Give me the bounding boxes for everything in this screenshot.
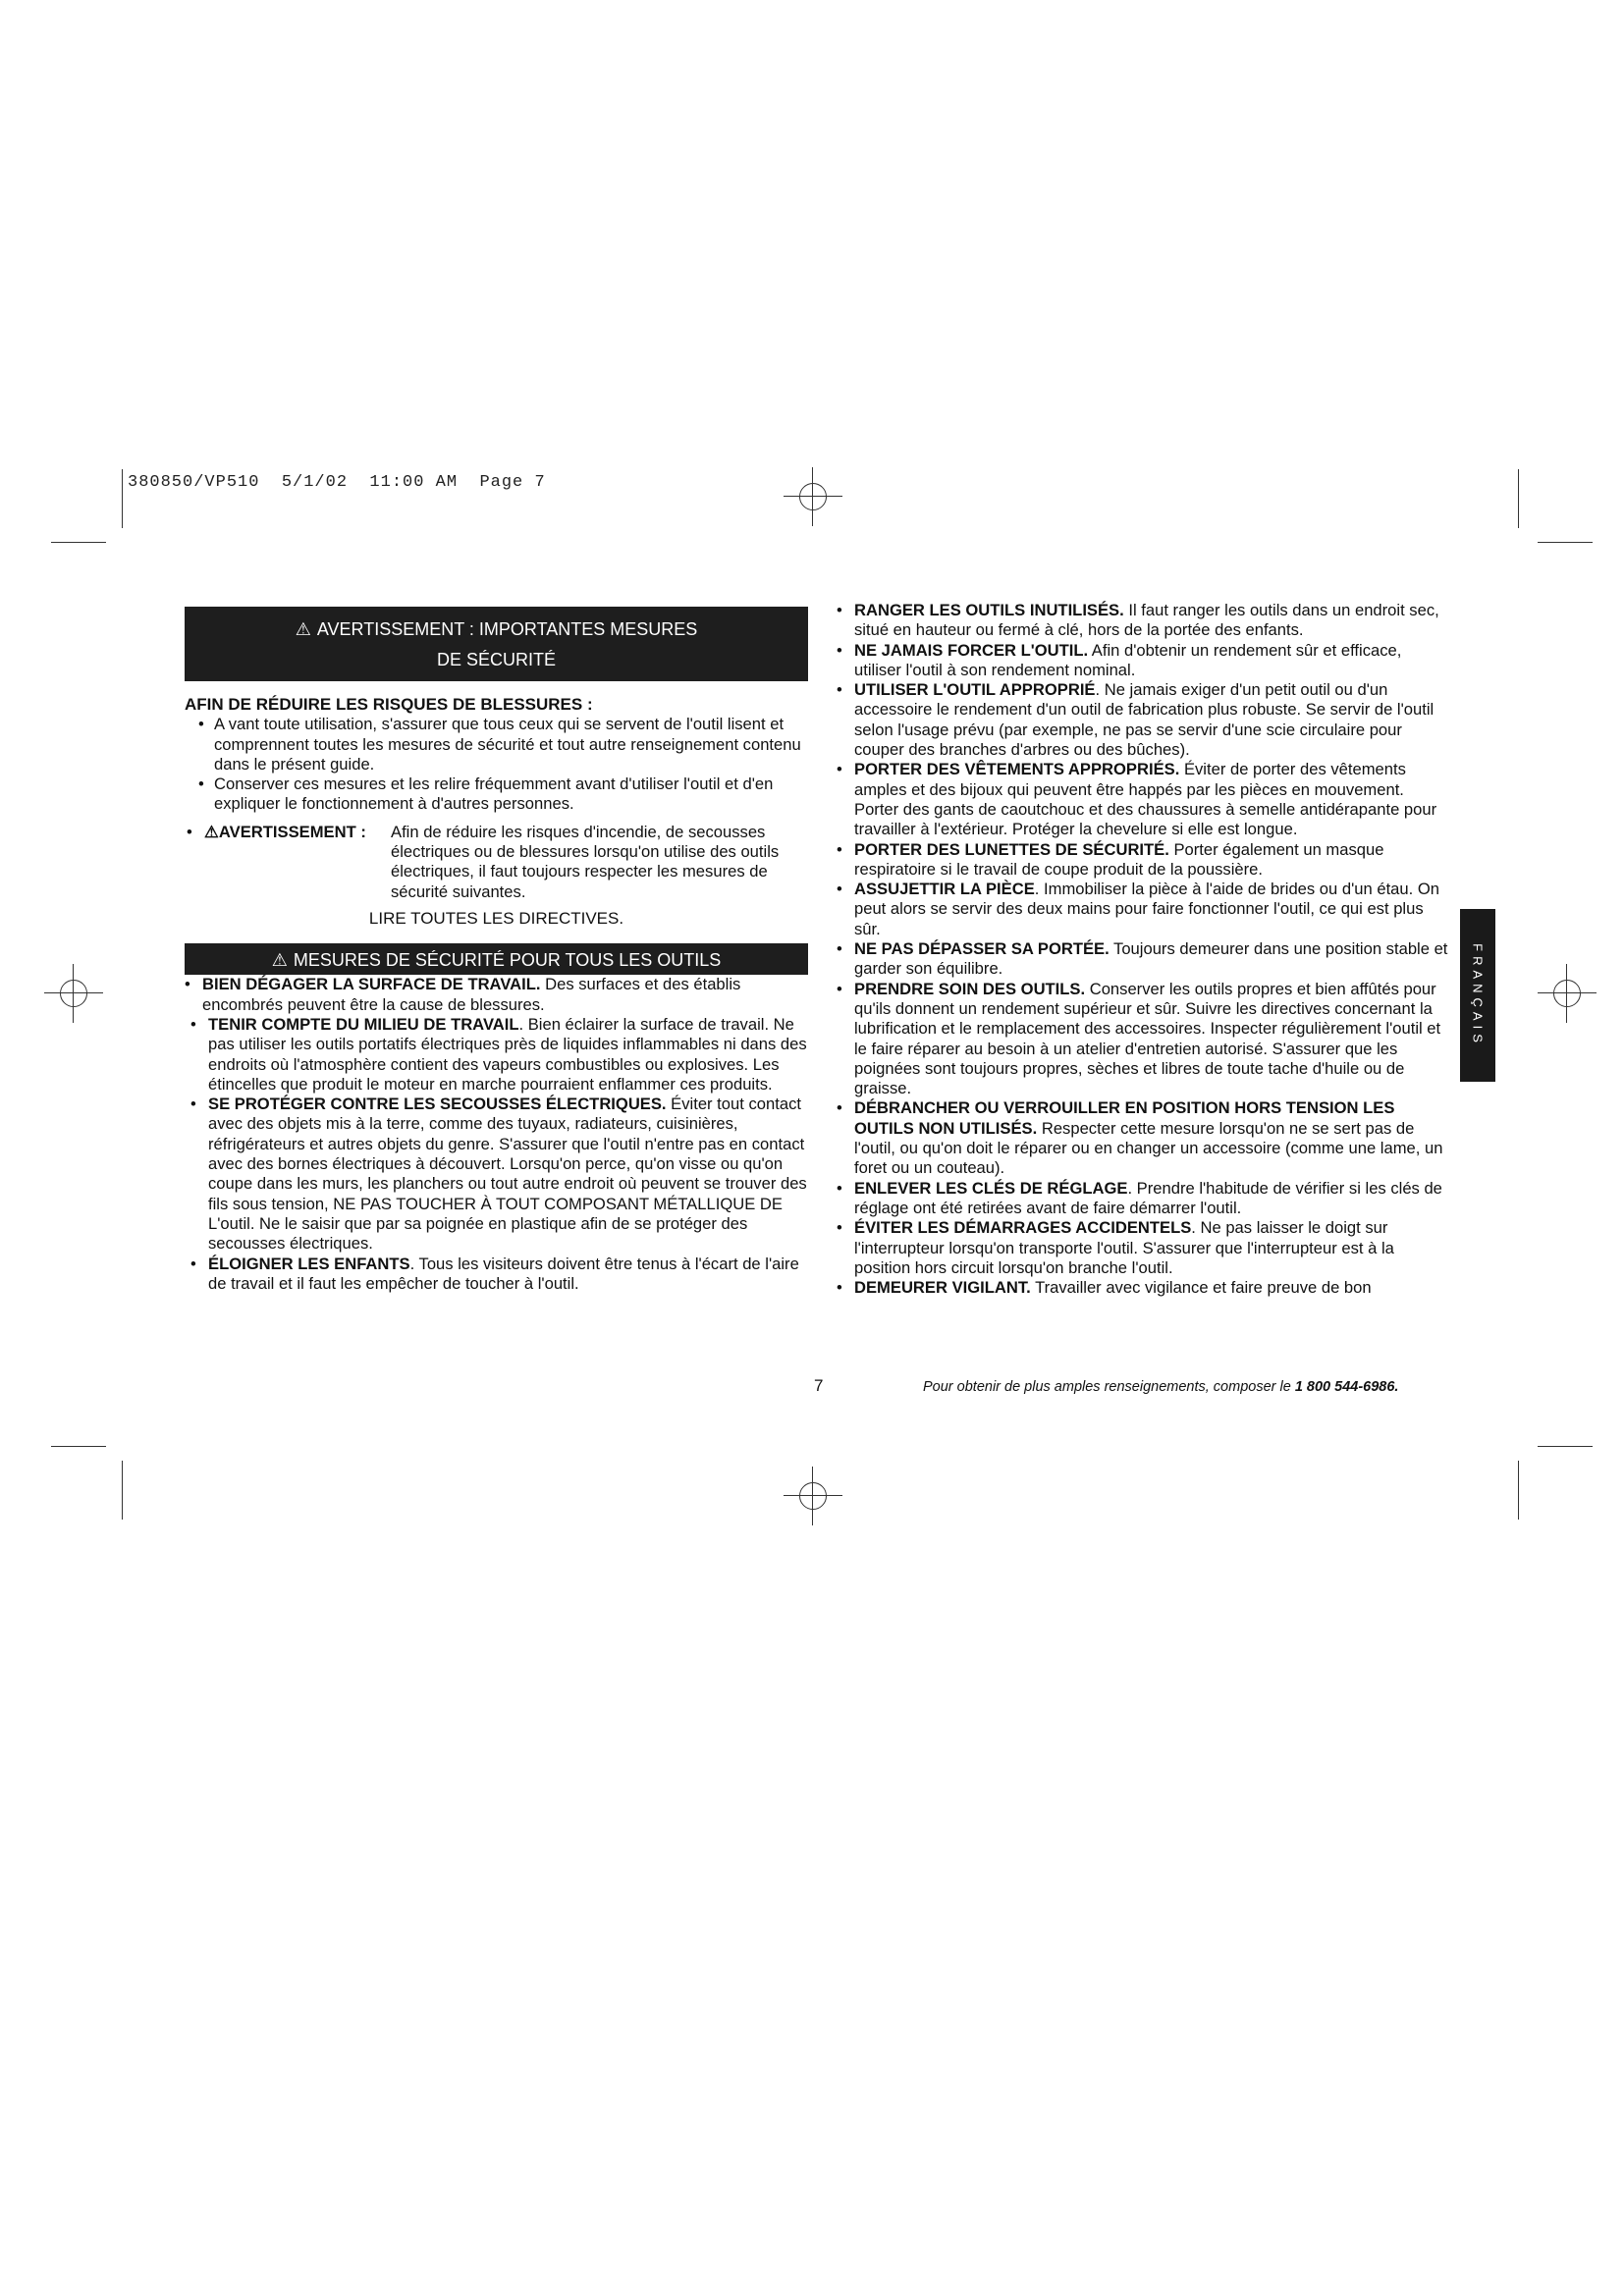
crop-mark — [122, 1461, 123, 1520]
registration-mark-icon — [44, 964, 103, 1023]
warning-header-bar: ⚠ AVERTISSEMENT : IMPORTANTES MESURES DE SÉCURITÉ — [185, 607, 808, 681]
list-item: • NE PAS DÉPASSER SA PORTÉE. Toujours demeurer dans une position stable et garder son équilibre. — [837, 939, 1448, 979]
right-column — [831, 601, 1451, 1298]
list-item: • BIEN DÉGAGER LA SURFACE DE TRAVAIL. Des surfaces et des établis encombrés peuvent être la cause de blessures. — [185, 975, 741, 1014]
list-item: • PORTER DES VÊTEMENTS APPROPRIÉS. Éviter de porter des vêtements amples et des bijoux qui peuvent être happés par les pièces en mouvement. Porter des gants de caoutchouc et des chaussures à semelle antidérapante pour travailler à l'extérieur. Protéger la chevelure si elle est longue. — [837, 760, 1437, 839]
print-slug: 380850/VP510 5/1/02 11:00 AM Page 7 — [128, 473, 546, 492]
crop-mark — [1518, 469, 1519, 528]
list-item: • Conserver ces mesures et les relire fréquemment avant d'utiliser l'outil et d'en expliquer le fonctionnement à d'autres personnes. — [198, 774, 774, 814]
warning-label: ⚠AVERTISSEMENT : — [204, 822, 366, 841]
list-item: • ASSUJETTIR LA PIÈCE. Immobiliser la pièce à l'aide de brides ou d'un étau. On peut alors se servir des deux mains pour faire fonctionner l'outil, ce qui est plus sûr. — [837, 880, 1439, 938]
list-item: • A vant toute utilisation, s'assurer que tous ceux qui se servent de l'outil lisent et comprennent toutes les mesures de sécurité et tout autre renseignement contenu dans le présent guide. — [198, 715, 801, 774]
crop-mark — [1538, 542, 1593, 543]
registration-mark-icon — [1538, 964, 1597, 1023]
crop-mark — [51, 542, 106, 543]
language-tab: FRANÇAIS — [1460, 909, 1495, 1082]
list-item: • NE JAMAIS FORCER L'OUTIL. Afin d'obtenir un rendement sûr et efficace, utiliser l'outil à son rendement nominal. — [837, 640, 1402, 679]
list-item: • UTILISER L'OUTIL APPROPRIÉ. Ne jamais exiger d'un petit outil ou d'un accessoire le rendement d'un outil de fabrication plus robuste. Se servir de l'outil selon l'usage prévu (par exemple, ne pas se servir d'une scie circulaire pour couper des branches d'arbres ou des bûches). — [837, 680, 1435, 760]
list-item: • RANGER LES OUTILS INUTILISÉS. Il faut ranger les outils dans un endroit sec, situé en hauteur ou fermé à clé, hors de la portée des enfants. — [837, 601, 1439, 640]
list-item: • PORTER DES LUNETTES DE SÉCURITÉ. Porter également un masque respiratoire si le travail de coupe produit de la poussière. — [837, 839, 1384, 879]
list-item: • ÉLOIGNER LES ENFANTS. Tous les visiteurs doivent être tenus à l'écart de l'aire de travail et il faut les empêcher de toucher à l'outil. — [190, 1254, 799, 1293]
warning-triangle-icon: ⚠ — [204, 822, 219, 841]
list-item: • SE PROTÉGER CONTRE LES SECOUSSES ÉLECTRIQUES. Éviter tout contact avec des objets mis à la terre, comme des tuyaux, radiateurs, cuisinières, réfrigérateurs et autres objets du genre. S'assurer que l'outil n'entre pas en contact avec des bornes électriques à découvert. Lorsqu'on perce, qu'on visse ou qu'on coupe dans les murs, les planchers ou tout autre endroit où peuvent se trouver des fils sous tension, NE PAS TOUCHER À TOUT COMPOSANT MÉTALLIQUE DE L'outil. Ne le saisir que par sa poignée en plastique afin de se protéger des secousses électriques. — [190, 1095, 807, 1254]
warning-triangle-icon: ⚠ — [271, 950, 288, 971]
subhead: AFIN DE RÉDUIRE LES RISQUES DE BLESSURES : — [185, 695, 593, 714]
read-all-directives: LIRE TOUTES LES DIRECTIVES. — [368, 908, 624, 928]
list-item: • DEMEURER VIGILANT. Travailler avec vigilance et faire preuve de bon — [837, 1278, 1372, 1298]
page-number: 7 — [814, 1376, 824, 1395]
list-item: • TENIR COMPTE DU MILIEU DE TRAVAIL. Bien éclairer la surface de travail. Ne pas utiliser les outils portatifs électriques près de liquides inflammables ni dans des endroits où l'atmosphère contient des vapeurs combustibles ou explosives. Les étincelles que produit le moteur en marche pourraient enflammer ces produits. — [190, 1014, 807, 1094]
crop-mark — [1538, 1446, 1593, 1447]
warning-text: Afin de réduire les risques d'incendie, de secousses électriques ou de blessures lorsqu'on utilise des outils électriques, il faut toujours respecter les mesures de sécurité suivantes. — [391, 822, 780, 901]
left-column — [185, 607, 808, 1294]
registration-mark-icon — [784, 467, 842, 526]
list-item: • DÉBRANCHER OU VERROUILLER EN POSITION HORS TENSION LES OUTILS NON UTILISÉS. Respecter cette mesure lorsqu'on ne se sert pas de l'outil, ou qu'on doit le réparer ou en changer un accessoire (comme une lame, un foret ou un couteau). — [837, 1098, 1443, 1178]
crop-mark — [51, 1446, 106, 1447]
list-item: • ENLEVER LES CLÉS DE RÉGLAGE. Prendre l'habitude de vérifier si les clés de réglage ont été retirées avant de faire démarrer l'outil. — [837, 1178, 1442, 1217]
registration-mark-icon — [784, 1467, 842, 1525]
crop-mark — [1518, 1461, 1519, 1520]
list-item: • PRENDRE SOIN DES OUTILS. Conserver les outils propres et bien affûtés pour qu'ils donnent un rendement supérieur et sûr. Suivre les directives concernant la lubrification et le remplacement des accessoires. Inspecter régulièrement l'outil et le faire réparer au besoin à un atelier d'entretien autorisé. S'assurer que les poignées sont toujours propres, sèches et libres de toute tache d'huile ou de graisse. — [837, 979, 1441, 1098]
crop-mark — [122, 469, 123, 528]
footer-note: Pour obtenir de plus amples renseignements, composer le 1 800 544-6986. — [923, 1379, 1399, 1395]
section-header-bar: ⚠ MESURES DE SÉCURITÉ POUR TOUS LES OUTILS — [185, 943, 808, 975]
warning-triangle-icon: ⚠ — [295, 619, 311, 639]
list-item: • ÉVITER LES DÉMARRAGES ACCIDENTELS. Ne pas laisser le doigt sur l'interrupteur lorsqu'on transporte l'outil. S'assurer que l'interrupteur est à la position hors circuit lorsqu'on branche l'outil. — [837, 1218, 1394, 1277]
warning-block: • ⚠AVERTISSEMENT : Afin de réduire les risques d'incendie, de secousses électriques ou de blessures lorsqu'on utilise des outils électriques, il faut toujours respecter les mesures de sécurité suivantes. — [185, 823, 808, 903]
